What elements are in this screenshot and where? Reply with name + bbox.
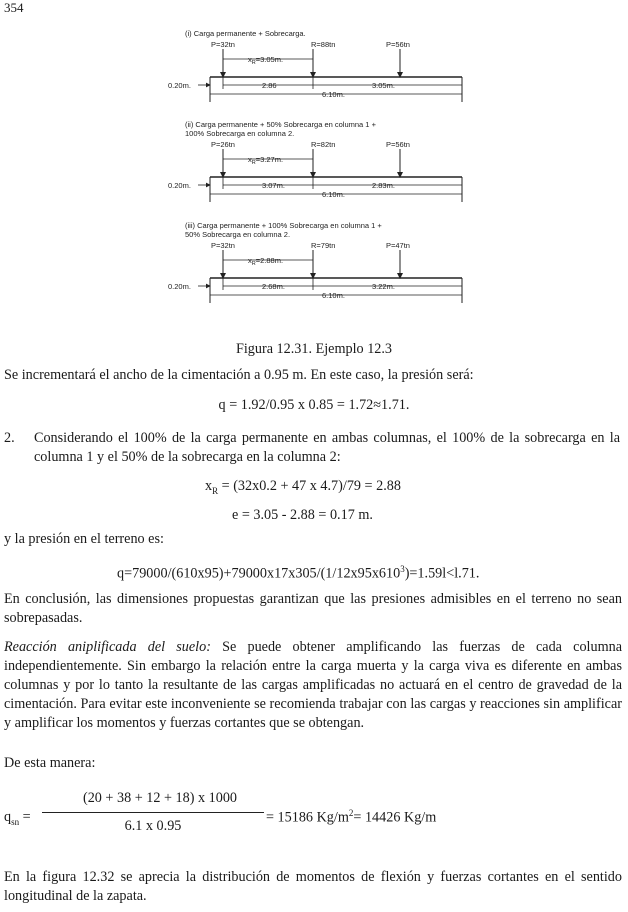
equation-qsn-rhs: = 15186 $Kg/m^2= 14426$ Kg/m: [266, 808, 437, 826]
load-label: P=56tn: [386, 40, 410, 49]
xr-label: $x_R=2.88m$.: [248, 256, 284, 267]
paragraph-conclusion: En conclusión, las dimensiones propuestas garantizan que las presiones admisibles en el terreno no sean sobrepasadas.: [4, 591, 622, 626]
total-dimension-label: 6.10m.: [322, 291, 345, 300]
case-title-line: (ii) Carga permanente + 50% Sobrecarga en columna 1 +: [185, 120, 376, 129]
dimension-left-label: 2.86: [262, 81, 277, 90]
case-title-line: 50% Sobrecarga en columna 2.: [185, 230, 291, 239]
dimension-left-label: 3.07m.: [262, 181, 285, 190]
equation-xr: $x_R = (32x0.2 + 47$ x 4.7)/79 = 2.88: [205, 478, 401, 496]
xr-label: $x_R=3.27m$.: [248, 155, 284, 166]
figure-12-31: [0, 0, 628, 340]
figure-caption: Figura 12.31. Ejemplo 12.3: [235, 341, 393, 357]
paragraph-2: y la presión en el terreno es:: [4, 531, 164, 547]
fraction-bar: [42, 812, 264, 813]
resultant-label: R=82tn: [311, 140, 336, 149]
load-label: P=56tn: [386, 140, 410, 149]
edge-dimension-label: 0.20m.: [168, 181, 191, 190]
item-2-text: Considerando el 100% de la carga permanente en ambas columnas, el 100% de la sobrecarga en la columna 1 y el 50% de la sobrecarga en la columna 2:: [34, 430, 620, 465]
xr-label: $x_R=3.05m$.: [248, 55, 284, 66]
fraction-denominator: 6.1 x 0.95: [124, 818, 182, 834]
total-dimension-label: 6.10m.: [322, 190, 345, 199]
equation-soil-pressure: $q=79000/(610x95)+79000x17x305/(1/12x95x610^3)=1.59l<l.71$.: [117, 564, 480, 582]
dimension-left-label: 2.68m.: [262, 282, 285, 291]
load-label: P=47tn: [386, 241, 410, 250]
resultant-label: R=88tn: [311, 40, 336, 49]
case-title-line: 100% Sobrecarga en columna 2.: [185, 129, 295, 138]
equation-pressure: q = 1.92/0.95 x 0.85 = 1.72≈1.71.: [218, 397, 410, 413]
paragraph-1: Se incrementará el ancho de la cimentación a 0.95 m. En este caso, la presión será:: [4, 367, 474, 383]
resultant-label: R=79tn: [311, 241, 336, 250]
total-dimension-label: 6.10m.: [322, 90, 345, 99]
item-2-number: 2.: [4, 430, 15, 446]
edge-dimension-label: 0.20m.: [168, 282, 191, 291]
load-label: P=32tn: [211, 40, 235, 49]
edge-dimension-label: 0.20m.: [168, 81, 191, 90]
equation-eccentricity: e = 3.05 - 2.88 = 0.17 m.: [232, 507, 373, 523]
case-title-line: (iii) Carga permanente + 100% Sobrecarga en columna 1 +: [185, 221, 382, 230]
equation-qsn-lhs: $q_{sn}$ =: [4, 809, 31, 827]
paragraph-final: En la figura 12.32 se aprecia la distribución de momentos de flexión y fuerzas cortantes en el sentido longitudinal de la zapata.: [4, 869, 622, 904]
load-label: P=26tn: [211, 140, 235, 149]
paragraph-amplified-reaction: Reacción aniplificada del suelo: Se puede obtener amplificando las fuerzas de cada columna independientemente. Sin embargo la relación entre la carga muerta y la carga viva es diferente en ambas columnas y por lo tanto la resultante de las cargas amplificadas no actuará en el centro de gravedad de la cimentación. Para evitar este inconveniente se recomienda trabajar con las cargas y reacciones sin amplificar y amplificar los momentos y fuerzas cortantes que se obtengan.: [4, 639, 622, 731]
fraction-numerator: (20 + 38 + 12 + 18) x 1000: [82, 790, 238, 806]
paragraph-de-esta-manera: De esta manera:: [4, 755, 96, 771]
page-number: 354: [4, 0, 24, 15]
dimension-right-label: 2.83m.: [372, 181, 395, 190]
dimension-right-label: 3.22m.: [372, 282, 395, 291]
load-label: P=32tn: [211, 241, 235, 250]
case-title-line: (i) Carga permanente + Sobrecarga.: [185, 29, 306, 38]
load-cases: [168, 29, 462, 303]
dimension-right-label: 3.05m.: [372, 81, 395, 90]
